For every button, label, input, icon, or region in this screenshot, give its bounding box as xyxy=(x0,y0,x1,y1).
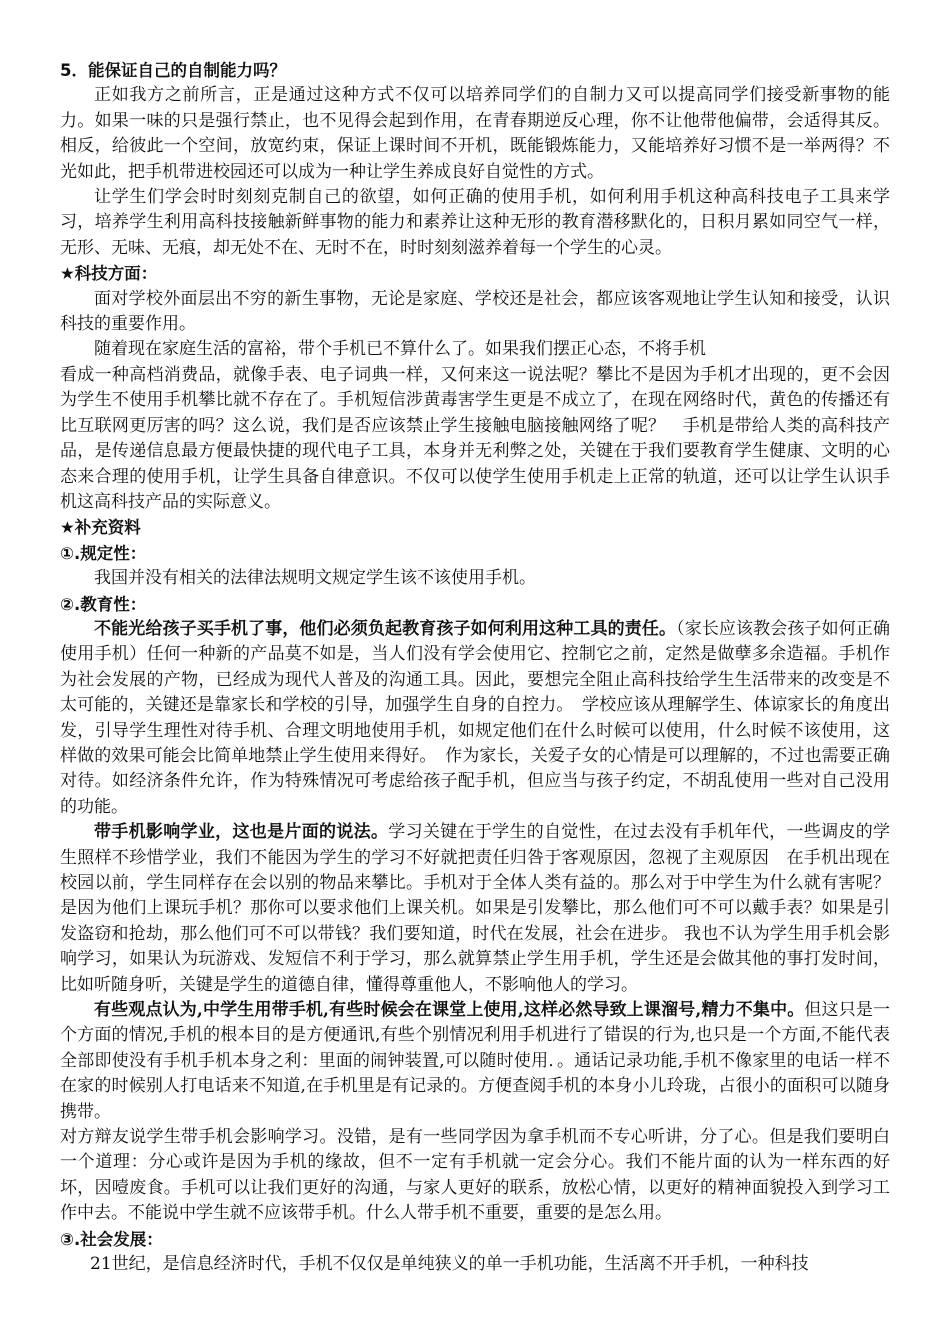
paragraph-education-1 xyxy=(60,617,890,820)
education-1-lead: 不能光给孩子买手机了事，他们必须负起教育孩子如何利用这种工具的责任。 xyxy=(94,618,677,639)
paragraph-technology-2: 看成一种高档消费品，就像手表、电子词典一样，又何来这一说法呢？攀比不是因为手机才出现的，更不会因为学生不使用手机攀比就不存在了。手机短信涉黄毒害学生更是不成立了，在现在网络时代，黄色的传播还有比互联网更厉害的吗？这么说，我们是否应该禁止学生接触电脑接触网络了呢？ 手机是带给人类的高科技产品，是传递信息最方便最快捷的现代电子工具，本身并无利弊之处，关键在于我们要教育学生健康、文明的心态来合理的使用手机，让学生具备自律意识。不仅可以使学生使用手机走上正常的轨道，还可以让学生认识手机这高科技产品的实际意义。 xyxy=(60,364,890,512)
heading-technology: ★科技方面： xyxy=(60,264,158,284)
paragraph-education-2 xyxy=(60,820,890,998)
paragraph-education-3 xyxy=(60,998,890,1125)
paragraph-self-control-2: 让学生们学会时时刻刻克制自己的欲望，如何正确的使用手机，如何利用手机这种高科技电子工具来学习，培养学生利用高科技接触新鲜事物的能力和素养让这种无形的教育潜移默化的，日积月累如同空气一样，无形、无味、无痕，却无处不在、无时不在，时时刻刻滋养着每一个学生的心灵。 xyxy=(60,187,890,258)
paragraph-regulation: 我国并没有相关的法律法规明文规定学生该不该使用手机。 xyxy=(94,568,536,589)
heading-education: ②.教育性： xyxy=(60,594,147,614)
education-1-body: （家长应该教会孩子如何正确使用手机）任何一种新的产品莫不如是，当人们没有学会使用它、控制它之前，定然是做孽多余造福。手机作为社会发展的产物，已经成为现代人普及的沟通工具。因此，要想完全阻止高科技给学生生活带来的改变是不太可能的，关键还是靠家长和学校的引导，加强学生自身的自控力。 学校应该从理解学生、体谅家长的角度出发，引导学生理性对待手机、合理文明地使用手机，如规定他们在什么时候可以使用，什么时候不该使用，这样做的效果可能会比简单地禁止学生使用来得好。 作为家长，关爱子女的心情是可以理解的，不过也需要正确对待。如经济条件允许，作为特殊情况可考虑给孩子配手机，但应当与孩子约定，不胡乱使用一些对自己没用的功能。 xyxy=(60,618,891,817)
heading-regulation: ①.规定性： xyxy=(60,543,147,563)
paragraph-technology-1: 面对学校外面层出不穷的新生事物，无论是家庭、学校还是社会，都应该客观地让学生认知和接受，认识科技的重要作用。 xyxy=(60,288,890,335)
education-2-body: 学习关键在于学生的自觉性，在过去没有手机年代，一些调皮的学生照样不珍惜学业，我们不能因为学生的学习不好就把责任归咎于客观原因，忽视了主观原因 在手机出现在校园以前，学生同样存在会以别的物品来攀比。手机对于全体人类有益的。那么对于中学生为什么就有害呢？是因为他们上课玩手机？那你可以要求他们上课关机。如果是引发攀比，那么他们可不可以戴手表？如果是引发盗窃和抢劫，那么他们可不可以带钱？我们要知道，时代在发展，社会在进步。 我也不认为学生用手机会影响学习，如果认为玩游戏、发短信不利于学习，那么就算禁止学生用手机，学生还是会做其他的事打发时间，比如听随身听，关键是学生的道德自律，懂得尊重他人，不影响他人的学习。 xyxy=(60,822,891,995)
education-3-lead: 有些观点认为,中学生用带手机,有些时候会在课堂上使用,这样必然导致上课溜号,精力不集中。 xyxy=(94,1000,805,1021)
heading-self-control: 5．能保证自己的自制能力吗？ xyxy=(60,61,286,80)
paragraph-technology-2-first-line: 随着现在家庭生活的富裕，带个手机已不算什么了。如果我们摆正心态，不将手机 xyxy=(94,339,706,360)
education-3-body: 但这只是一个方面的情况,手机的根本目的是方便通讯,有些个别情况利用手机进行了错误的行为,也只是一个方面,不能代表全部即使没有手机手机本身之利：里面的闹钟装置,可以随时使用．。通话记录功能,手机不像家里的电话一样不在家的时候别人打电话来不知道,在手机里是有记录的。方便查阅手机的本身小儿玲珑，占很小的面积可以随身携带。 xyxy=(60,1000,890,1122)
paragraph-self-control-1: 正如我方之前所言，正是通过这种方式不仅可以培养同学们的自制力又可以提高同学们接受新事物的能力。如果一味的只是强行禁止，也不见得会起到作用，在青春期逆反心理，你不让他带他偏带，会适得其反。相反，给彼此一个空间，放宽约束，保证上课时间不开机，既能锻炼能力，又能培养好习惯不是一举两得？不光如此，把手机带进校园还可以成为一种让学生养成良好自觉性的方式。 xyxy=(60,85,890,182)
paragraph-education-4: 对方辩友说学生带手机会影响学习。没错，是有一些同学因为拿手机而不专心听讲，分了心。但是我们要明白一个道理：分心或许是因为手机的缘故，但不一定有手机就一定会分心。我们不能片面的认为一样东西的好坏，因噎废食。手机可以让我们更好的沟通，与家人更好的联系，放松心情，以更好的精神面貌投入到学习工作中去。不能说中学生就不应该带手机。什么人带手机不重要，重要的是怎么用。 xyxy=(60,1127,890,1224)
paragraph-social-development: 21世纪，是信息经济时代，手机不仅仅是单纯狭义的单一手机功能，生活离不开手机，一种科技 xyxy=(90,1254,809,1275)
heading-supplementary: ★补充资料 xyxy=(60,518,141,538)
heading-social-development: ③.社会发展： xyxy=(60,1229,163,1249)
education-2-lead: 带手机影响学业，这也是片面的说法。 xyxy=(94,822,389,843)
